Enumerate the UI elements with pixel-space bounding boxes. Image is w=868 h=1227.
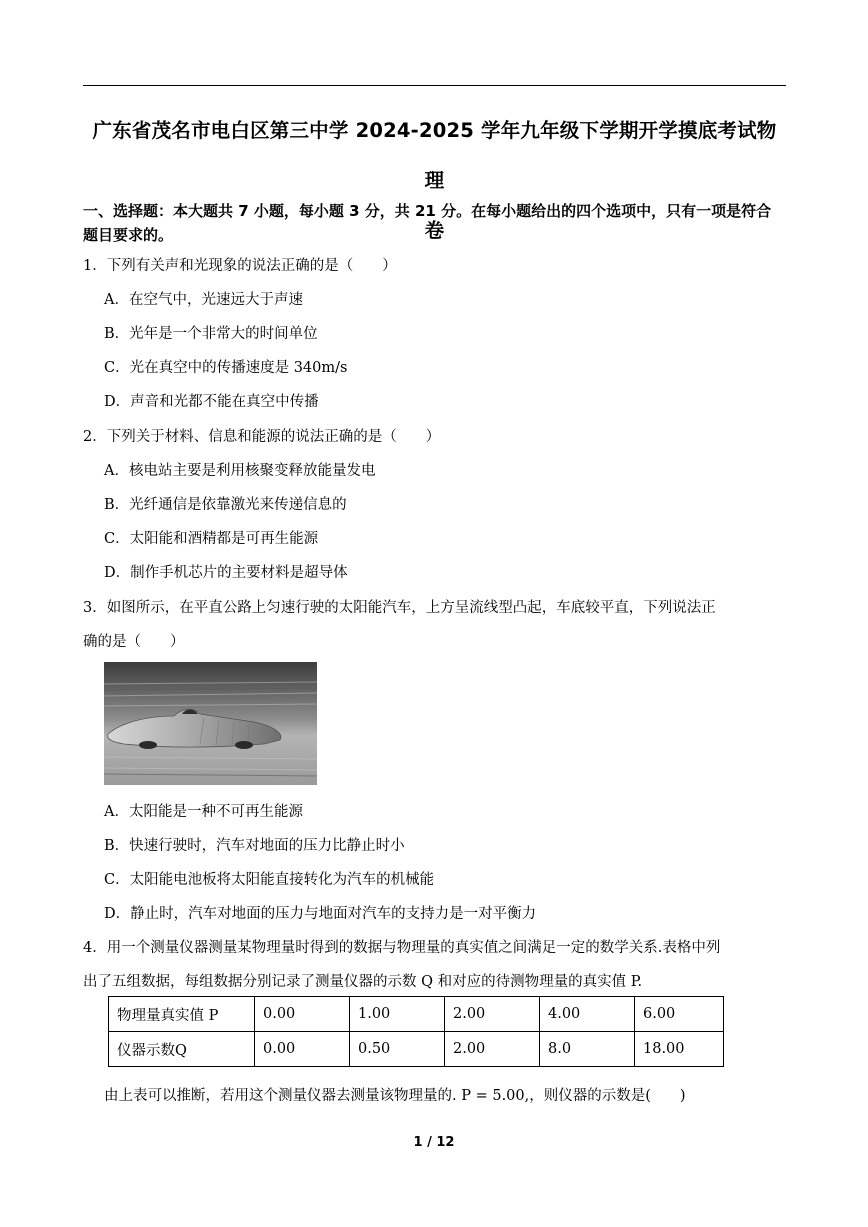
question-4-stem-line-1: 4．用一个测量仪器测量某物理量时得到的数据与物理量的真实值之间满足一定的数学关系.表格中列 [83, 940, 721, 956]
table-cell: 6.00 [635, 997, 724, 1032]
question-1-stem: 1．下列有关声和光现象的说法正确的是（ ） [83, 258, 397, 274]
question-2-option-d: D．制作手机芯片的主要材料是超导体 [104, 565, 348, 581]
question-3-option-b: B．快速行驶时，汽车对地面的压力比静止时小 [104, 838, 405, 854]
question-1-option-c: C．光在真空中的传播速度是 340m/s [104, 360, 348, 376]
table-cell: 0.00 [255, 1032, 350, 1067]
question-2-option-c: C．太阳能和酒精都是可再生能源 [104, 531, 319, 547]
table-row [109, 997, 724, 1032]
header-rule [83, 85, 786, 86]
table-cell: 物理量真实值 P [109, 997, 255, 1032]
solar-car-photo [104, 662, 317, 785]
question-3-stem-line-1: 3．如图所示，在平直公路上匀速行驶的太阳能汽车，上方呈流线型凸起，车底较平直，下列说法正 [83, 600, 716, 616]
page-number: 1 / 12 [413, 1135, 455, 1150]
table-cell: 2.00 [445, 997, 540, 1032]
question-4-followup: 由上表可以推断，若用这个测量仪器去测量该物理量的. P = 5.00,，则仪器的示数是( ) [104, 1088, 686, 1104]
question-1-option-d: D．声音和光都不能在真空中传播 [104, 394, 319, 410]
question-3-stem-line-2: 确的是（ ） [83, 634, 185, 650]
question-1-option-a: A．在空气中，光速远大于声速 [104, 292, 303, 308]
question-1-option-b: B．光年是一个非常大的时间单位 [104, 326, 318, 342]
question-3-option-d: D．静止时，汽车对地面的压力与地面对汽车的支持力是一对平衡力 [104, 906, 537, 922]
table-cell: 1.00 [350, 997, 445, 1032]
question-4-stem-line-2: 出了五组数据，每组数据分别记录了测量仪器的示数 Q 和对应的待测物理量的真实值 P. [83, 974, 643, 990]
section-heading: 一、选择题：本大题共 7 小题，每小题 3 分，共 21 分。在每小题给出的四个选项中，只有一项是符合题目要求的。 [83, 202, 772, 244]
page-title: 广东省茂名市电白区第三中学 2024-2025 学年九年级下学期开学摸底考试物理 卷 [92, 119, 777, 242]
table-cell: 18.00 [635, 1032, 724, 1067]
data-table [108, 996, 724, 1067]
table-cell: 仪器示数Q [109, 1032, 255, 1067]
question-3-option-c: C．太阳能电池板将太阳能直接转化为汽车的机械能 [104, 872, 435, 888]
table-cell: 0.50 [350, 1032, 445, 1067]
question-3-option-a: A．太阳能是一种不可再生能源 [104, 804, 303, 820]
table-row [109, 1032, 724, 1067]
table-cell: 2.00 [445, 1032, 540, 1067]
table-cell: 8.0 [540, 1032, 635, 1067]
question-2-option-a: A．核电站主要是利用核聚变释放能量发电 [104, 463, 376, 479]
question-2-option-b: B．光纤通信是依靠激光来传递信息的 [104, 497, 347, 513]
table-cell: 4.00 [540, 997, 635, 1032]
table-cell: 0.00 [255, 997, 350, 1032]
question-2-stem: 2．下列关于材料、信息和能源的说法正确的是（ ） [83, 429, 441, 445]
